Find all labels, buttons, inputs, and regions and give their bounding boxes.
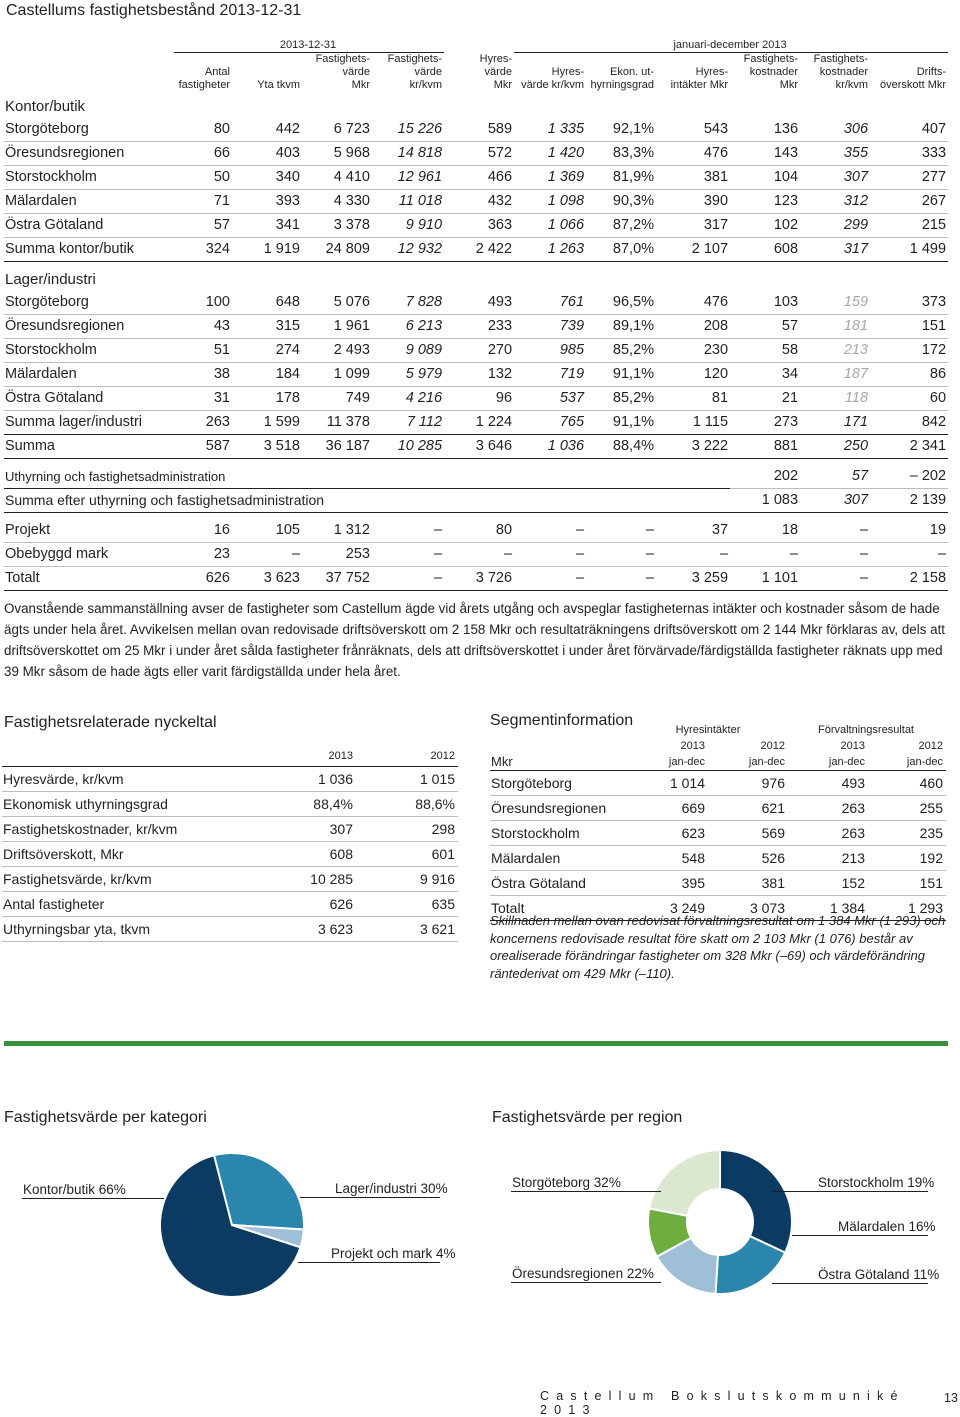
pie1-label-2: Projekt och mark 4% [331, 1246, 456, 1261]
pie2-label-2: Mälardalen 16% [838, 1219, 936, 1234]
table-row: Östra Götaland 31 178 749 4 216 96 537 85,2% 81 21 118 60 [4, 387, 948, 411]
footer-text: Castellum Bokslutskommuniké 2013 [540, 1389, 905, 1417]
table-row: Storgöteborg 80 442 6 723 15 226 589 1 335 92,1% 543 136 306 407 [4, 118, 948, 142]
column-header: Hyres- värde Mkr [479, 53, 513, 91]
table-row: Summa kontor/butik 324 1 919 24 809 12 932 2 422 1 263 87,0% 2 107 608 317 1 499 [4, 238, 948, 262]
table-row: Mälardalen 548 526 213 192 [490, 846, 946, 871]
group-header-right: januari-december 2013 [514, 38, 948, 53]
divider-bar [4, 1041, 948, 1046]
segment-note: Skillnaden mellan ovan redovisat förvaltningsresultat om 1 384 Mkr (1 293) och koncernens redovisade resultat före skatt om 2 103 Mkr (1 076) består av orealiserade förändringar fastigheter om 328 Mkr (–69) och värdeförändring räntederivat om 429 Mkr (–110). [490, 913, 946, 981]
kpi-title: Fastighetsrelaterade nyckeltal [4, 714, 217, 731]
column-header: Hyres- värde kr/kvm [521, 66, 585, 91]
segment-title: Segmentinformation [490, 712, 634, 729]
column-header: Fastighets- värde Mkr [315, 53, 370, 91]
table-row: Öresundsregionen 66 403 5 968 14 818 572 1 420 83,3% 476 143 355 333 [4, 142, 948, 166]
table-row: Mälardalen 38 184 1 099 5 979 132 719 91,1% 120 34 187 86 [4, 363, 948, 387]
column-header: Fastighets- kostnader Mkr [743, 53, 799, 91]
pie-chart-category [160, 1153, 304, 1297]
page-title: Castellums fastighetsbestånd 2013-12-31 [6, 2, 302, 19]
table-row: Östra Götaland 395 381 152 151 [490, 871, 946, 896]
column-header: Hyres- intäkter Mkr [670, 66, 729, 91]
pie-chart-region [648, 1150, 792, 1294]
pie2-label-3: Östra Götaland 11% [818, 1267, 940, 1282]
column-header: Ekon. ut- hyrningsgrad [590, 66, 655, 91]
table-row: Mälardalen 71 393 4 330 11 018 432 1 098 90,3% 390 123 312 267 [4, 190, 948, 214]
page-number: 13 [944, 1391, 958, 1405]
column-header: Drifts- överskott Mkr [880, 66, 947, 91]
table-row: Fastighetskostnader, kr/kvm 307 298 [2, 817, 458, 842]
column-header: Fastighets- värde kr/kvm [387, 53, 443, 91]
column-header: Yta tkvm [257, 79, 300, 91]
table-row: Storgöteborg 1 014 976 493 460 [490, 771, 946, 796]
chart2-title: Fastighetsvärde per region [492, 1109, 683, 1126]
table-row: Ekonomisk uthyrningsgrad 88,4% 88,6% [2, 792, 458, 817]
table-row: Driftsöverskott, Mkr 608 601 [2, 842, 458, 867]
table-row: Totalt 626 3 623 37 752 – 3 726 – – 3 259 1 101 – 2 158 [4, 567, 948, 591]
table-row: Projekt 16 105 1 312 – 80 – – 37 18 – 19 [4, 519, 948, 543]
column-header: Antal fastigheter [178, 66, 230, 91]
pie2-label-1: Storstockholm 19% [818, 1175, 935, 1190]
kpi-table: 2013 2012 Hyresvärde, kr/kvm 1 036 1 015 Ekonomisk uthyrningsgrad 88,4% 88,6% Fastighetskostnader, kr/kvm 307 298 Driftsöverskott, Mkr 608 601 Fastighetsvärde, kr/kvm 10 285 9 916 Antal fastigheter 626 635 Uthyrningsbar yta, tkvm 3 623 3 621 [2, 746, 458, 942]
table-row: Storstockholm 51 274 2 493 9 089 270 985 85,2% 230 58 213 172 [4, 339, 948, 363]
table-row: Antal fastigheter 626 635 [2, 892, 458, 917]
table-row: Fastighetsvärde, kr/kvm 10 285 9 916 [2, 867, 458, 892]
table-row: Obebyggd mark 23 – 253 – – – – – – – – [4, 543, 948, 567]
pie2-label-4: Öresundsregionen 22% [512, 1266, 654, 1281]
pie-charts [0, 1140, 960, 1320]
pie1-label-1: Lager/industri 30% [335, 1181, 448, 1196]
table-row: Öresundsregionen 43 315 1 961 6 213 233 739 89,1% 208 57 181 151 [4, 315, 948, 339]
table-row: Uthyrning och fastighetsadministration 202 57 – 202 [4, 465, 948, 489]
table-row: Östra Götaland 57 341 3 378 9 910 363 1 066 87,2% 317 102 299 215 [4, 214, 948, 238]
table-row: Storstockholm 50 340 4 410 12 961 466 1 369 81,9% 381 104 307 277 [4, 166, 948, 190]
chart1-title: Fastighetsvärde per kategori [4, 1109, 207, 1126]
table-row: Summa lager/industri 263 1 599 11 378 7 112 1 224 765 91,1% 1 115 273 171 842 [4, 411, 948, 435]
table-row: Summa 587 3 518 36 187 10 285 3 646 1 036 88,4% 3 222 881 250 2 341 [4, 435, 948, 459]
pie1-label-0: Kontor/butik 66% [23, 1182, 126, 1197]
column-header: Fastighets- kostnader kr/kvm [813, 53, 869, 91]
section-title-industrial: Lager/industri [5, 271, 96, 288]
table-row: Totalt 3 249 3 073 1 384 1 293 [490, 896, 946, 921]
table-row: Hyresvärde, kr/kvm 1 036 1 015 [2, 767, 458, 792]
table-row: Storstockholm 623 569 263 235 [490, 821, 946, 846]
section-title-office: Kontor/butik [5, 98, 86, 115]
group-header-left: 2013-12-31 [174, 38, 444, 53]
table-row: Storgöteborg 100 648 5 076 7 828 493 761 96,5% 476 103 159 373 [4, 291, 948, 315]
body-paragraph: Ovanstående sammanställning avser de fastigheter som Castellum ägde vid årets utgång och avspeglar fastigheternas intäkter och kostnader såsom de hade ägts under hela året. Avvikelsen mellan ovan redovisade driftsöverskott om 2 158 Mkr och resultaträkningens driftsöverskott om 2 144 Mkr förklaras av, dels att driftsöverskottet om 25 Mkr i under året sålda fastigheter frånräknats, dels att driftsöverskottet i under året förvärvade/färdigställda fastigheter räknats upp med 39 Mkr såsom de hade ägts eller varit färdigställda under hela året. [4, 601, 946, 679]
pie-slice [720, 1150, 792, 1253]
pie2-label-0: Storgöteborg 32% [512, 1175, 621, 1190]
table-row: Uthyrningsbar yta, tkvm 3 623 3 621 [2, 917, 458, 942]
pie-slice [649, 1150, 720, 1216]
table-row: Summa efter uthyrning och fastighetsadministration 1 083 307 2 139 [4, 489, 948, 513]
segment-table: Hyresintäkter Förvaltningsresultat 2013 2012 2013 2012 Mkr jan-dec jan-dec jan-dec jan-dec Storgöteborg 1 014 976 493 460 Öresundsregionen 669 621 263 255 Storstockholm 623 569 263 235 Mälardalen 548 526 213 192 Östra Götaland 395 381 152 151 Totalt 3 249 3 073 1 384 1 293 [490, 722, 946, 921]
table-row: Öresundsregionen 669 621 263 255 [490, 796, 946, 821]
property-table [4, 38, 948, 591]
